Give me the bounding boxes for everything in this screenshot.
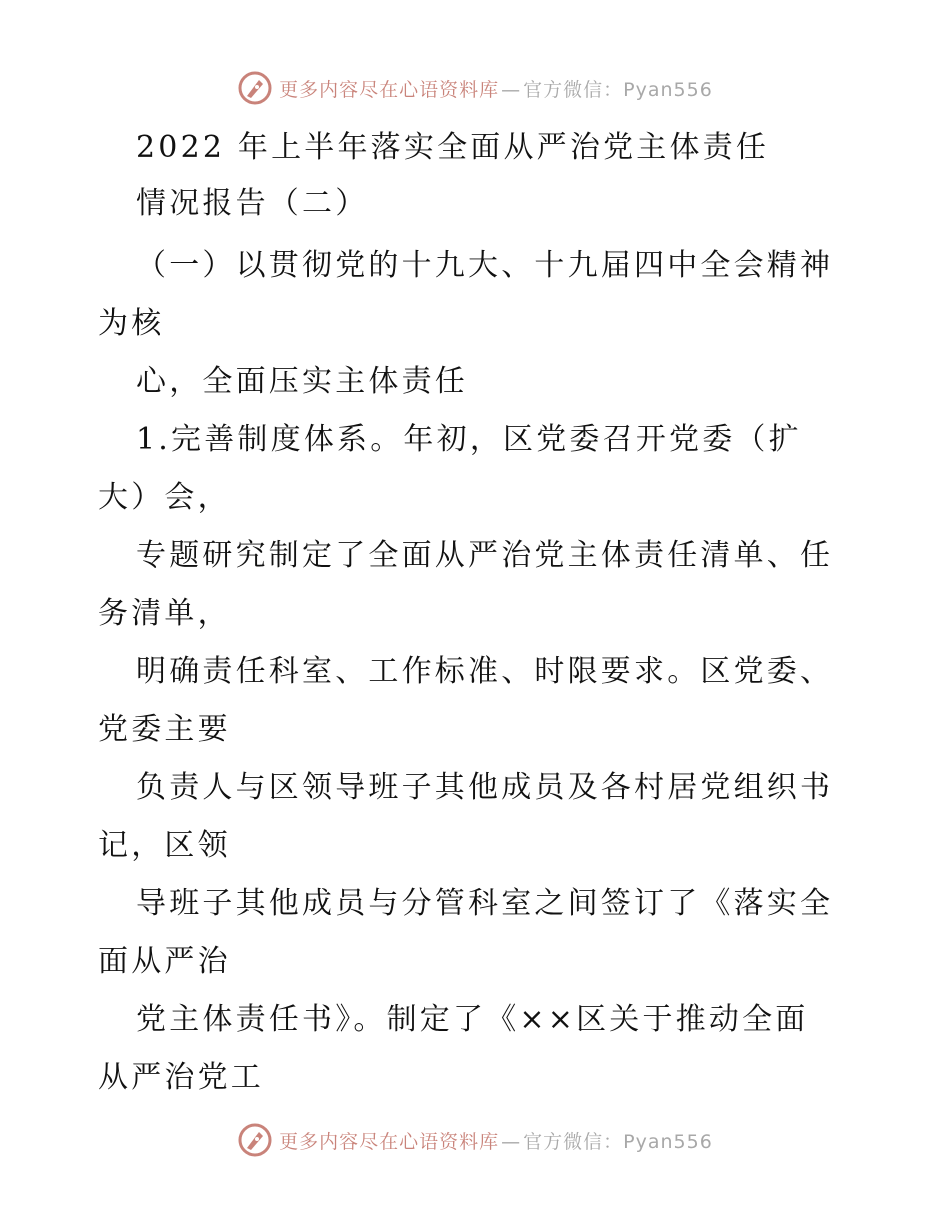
text-line: 明确责任科室、工作标准、时限要求。区党委、: [136, 654, 834, 689]
watermark-header: [0, 66, 950, 110]
watermark-footer: [0, 1118, 950, 1162]
text-line: 导班子其他成员与分管科室之间签订了《落实全: [136, 886, 834, 921]
text-line: 心，全面压实主体责任: [136, 364, 468, 399]
watermark-separator: —: [501, 1130, 522, 1153]
text-line: 负责人与区领导班子其他成员及各村居党组织书: [136, 770, 834, 805]
pen-nib-seal-icon: [237, 70, 273, 106]
text-line: 记，区领: [98, 828, 231, 863]
text-line: 1.完善制度体系。年初，区党委召开党委（扩: [136, 422, 802, 457]
text-line: 为核: [98, 306, 165, 341]
watermark-text: [279, 75, 713, 102]
pen-nib-seal-icon: [237, 1122, 273, 1158]
text-line: 党主体责任书》。制定了《××区关于推动全面: [136, 1002, 809, 1037]
watermark-text: [279, 1127, 713, 1154]
watermark-contact: 官方微信：Pyan556: [523, 1130, 713, 1153]
text-line: 面从严治: [98, 944, 231, 979]
text-line: 专题研究制定了全面从严治党主体责任清单、任: [136, 538, 834, 573]
section-heading: （一）以贯彻党的十九大、十九届四中全会精神: [136, 248, 834, 283]
title-line-2: 情况报告（二）: [136, 186, 369, 221]
watermark-brand: 更多内容尽在心语资料库: [279, 78, 500, 101]
title-line-1: 2022 年上半年落实全面从严治党主体责任: [136, 130, 770, 165]
text-line: 大）会，: [98, 480, 231, 515]
watermark-brand: 更多内容尽在心语资料库: [279, 1130, 500, 1153]
watermark-separator: —: [501, 78, 522, 101]
text-line: 务清单，: [98, 596, 231, 631]
watermark-contact: 官方微信：Pyan556: [523, 78, 713, 101]
text-line: 从严治党工: [98, 1060, 264, 1095]
text-line: 党委主要: [98, 712, 231, 747]
